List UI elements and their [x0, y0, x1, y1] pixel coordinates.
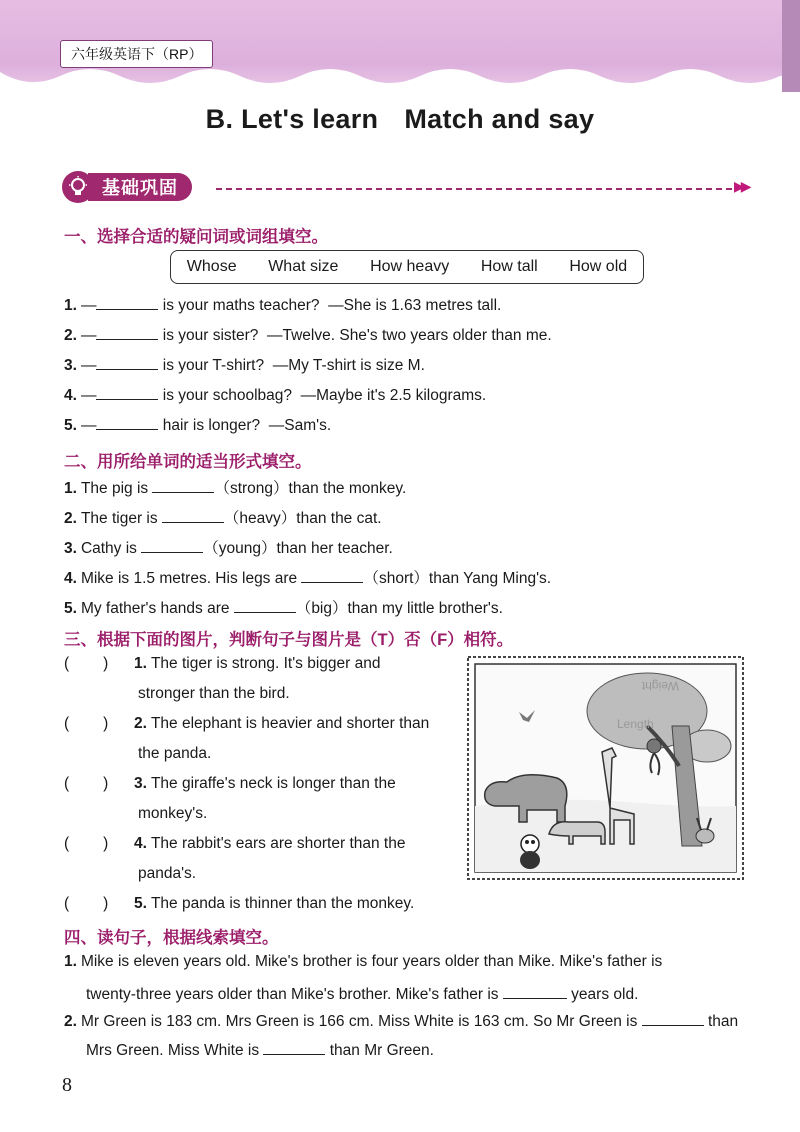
- answer-blank[interactable]: [301, 567, 363, 583]
- answer-text: —Maybe it's 2.5 kilograms.: [300, 387, 487, 404]
- word-bank-item: How old: [569, 258, 628, 275]
- item-number: 4.: [64, 387, 77, 404]
- item-number: 3.: [134, 775, 147, 792]
- statement-text: The elephant is heavier and shorter than: [150, 715, 430, 732]
- part2-item: [64, 536, 393, 558]
- sentence-end: （heavy）than the cat.: [223, 510, 382, 527]
- title-part-b: Match and say: [404, 104, 595, 134]
- item-number: 2.: [134, 715, 147, 732]
- answer-text: —My T-shirt is size M.: [272, 357, 425, 374]
- banner-wave: [0, 62, 800, 102]
- sentence-start: The pig is: [80, 480, 149, 497]
- clue-text: years old.: [571, 986, 639, 1003]
- part4-item-cont: [86, 1039, 434, 1060]
- sentence-end: （young）than her teacher.: [203, 540, 393, 557]
- part2-item: [64, 566, 551, 588]
- clue-text: Mrs Green. Miss White is: [86, 1042, 260, 1059]
- sentence-start: The tiger is: [80, 510, 158, 527]
- page-edge-tab: [782, 0, 800, 92]
- statement-continued: stronger than the bird.: [138, 685, 290, 702]
- statement-text: The giraffe's neck is longer than the: [150, 775, 396, 792]
- answer-blank[interactable]: [642, 1010, 704, 1026]
- tf-item: [64, 835, 405, 853]
- clue-text: than Mr Green.: [329, 1042, 434, 1059]
- part2-heading: 二、用所给单词的适当形式填空。: [64, 453, 312, 471]
- sentence-start: Mike is 1.5 metres. His legs are: [80, 570, 298, 587]
- answer-text: —Twelve. She's two years older than me.: [267, 327, 552, 344]
- dash: —: [80, 327, 97, 344]
- part4-heading: 四、读句子，根据线索填空。: [64, 929, 279, 947]
- answer-blank[interactable]: [234, 597, 296, 613]
- answer-blank[interactable]: [162, 507, 224, 523]
- tf-item: [64, 775, 396, 793]
- title-part-a: B. Let's learn: [205, 104, 379, 134]
- part2-item: [64, 596, 503, 618]
- sentence-end: （big）than my little brother's.: [295, 600, 503, 617]
- zoo-animals-illustration: [467, 656, 744, 880]
- word-bank: [170, 250, 644, 284]
- sentence-start: Cathy is: [80, 540, 137, 557]
- answer-blank[interactable]: [96, 414, 158, 430]
- clue-text: than: [707, 1013, 739, 1030]
- grade-tag: 六年级英语下（RP）: [60, 40, 213, 68]
- tf-item: [64, 895, 414, 913]
- question-text: is your schoolbag?: [162, 387, 292, 404]
- item-number: 3.: [64, 540, 77, 557]
- word-bank-item: What size: [268, 258, 339, 275]
- item-number: 5.: [134, 895, 147, 912]
- picture-word: Weight: [641, 679, 679, 693]
- item-number: 4.: [64, 570, 77, 587]
- part1-heading: 一、选择合适的疑问词或词组填空。: [64, 228, 328, 246]
- statement-text: The panda is thinner than the monkey.: [150, 895, 415, 912]
- statement-text: The rabbit's ears are shorter than the: [150, 835, 406, 852]
- part1-item: [64, 354, 425, 375]
- statement-continued: the panda.: [138, 745, 212, 762]
- answer-text: —She is 1.63 metres tall.: [328, 297, 502, 314]
- answer-text: —Sam's.: [268, 417, 332, 434]
- dash: —: [80, 387, 97, 404]
- tf-answer-box[interactable]: ( ): [64, 775, 109, 792]
- item-number: 3.: [64, 357, 77, 374]
- section-divider: [216, 188, 732, 190]
- part3-heading: 三、根据下面的图片，判断句子与图片是（T）否（F）相符。: [64, 631, 514, 649]
- clue-text: Mr Green is 183 cm. Mrs Green is 166 cm. Miss White is 163 cm. So Mr Green is: [80, 1013, 638, 1030]
- item-number: 1.: [134, 655, 147, 672]
- sentence-end: （strong）than the monkey.: [214, 480, 407, 497]
- tf-answer-box[interactable]: ( ): [64, 835, 109, 852]
- tf-answer-box[interactable]: ( ): [64, 715, 109, 732]
- part1-item: [64, 324, 552, 345]
- part1-item: [64, 414, 331, 435]
- clue-text: Mike is eleven years old. Mike's brother is four years older than Mike. Mike's father is: [80, 953, 663, 970]
- answer-blank[interactable]: [96, 384, 158, 400]
- double-arrow-icon: ▶▶: [734, 178, 748, 194]
- item-number: 1.: [64, 297, 77, 314]
- part2-item: [64, 506, 382, 528]
- part2-item: [64, 476, 406, 498]
- part4-item: [64, 953, 662, 971]
- question-text: is your maths teacher?: [162, 297, 320, 314]
- answer-blank[interactable]: [152, 477, 214, 493]
- tf-answer-box[interactable]: ( ): [64, 655, 109, 672]
- item-number: 2.: [64, 510, 77, 527]
- statement-continued: panda's.: [138, 865, 197, 882]
- item-number: 4.: [134, 835, 147, 852]
- answer-blank[interactable]: [503, 983, 567, 999]
- part1-item: [64, 294, 501, 315]
- item-number: 2.: [64, 1013, 77, 1030]
- page-title: [0, 104, 800, 135]
- question-text: is your sister?: [162, 327, 259, 344]
- part1-item: [64, 384, 486, 405]
- tf-answer-box[interactable]: ( ): [64, 895, 109, 912]
- clue-text: twenty-three years older than Mike's brother. Mike's father is: [86, 986, 499, 1003]
- answer-blank[interactable]: [96, 354, 158, 370]
- word-bank-item: Whose: [186, 258, 237, 275]
- word-bank-item: How tall: [480, 258, 538, 275]
- item-number: 5.: [64, 600, 77, 617]
- part4-item: [64, 1010, 738, 1031]
- dash: —: [80, 417, 97, 434]
- picture-word: Length: [617, 717, 654, 731]
- lightbulb-icon: [62, 171, 94, 203]
- answer-blank[interactable]: [96, 324, 158, 340]
- word-bank-item: How heavy: [370, 258, 450, 275]
- tf-item: [64, 715, 429, 733]
- item-number: 2.: [64, 327, 77, 344]
- dash: —: [80, 357, 97, 374]
- part4-item-cont: [86, 983, 638, 1004]
- answer-blank[interactable]: [141, 537, 203, 553]
- section-label: 基础巩固: [88, 173, 192, 201]
- statement-continued: monkey's.: [138, 805, 208, 822]
- item-number: 5.: [64, 417, 77, 434]
- sentence-start: My father's hands are: [80, 600, 230, 617]
- section-heading: [62, 170, 192, 204]
- item-number: 1.: [64, 480, 77, 497]
- item-number: 1.: [64, 953, 77, 970]
- dash: —: [80, 297, 97, 314]
- sentence-end: （short）than Yang Ming's.: [363, 570, 552, 587]
- answer-blank[interactable]: [96, 294, 158, 310]
- statement-text: The tiger is strong. It's bigger and: [150, 655, 381, 672]
- question-text: is your T-shirt?: [162, 357, 265, 374]
- tf-item: [64, 655, 381, 673]
- question-text: hair is longer?: [162, 417, 261, 434]
- answer-blank[interactable]: [263, 1039, 325, 1055]
- page-number: 8: [62, 1074, 72, 1096]
